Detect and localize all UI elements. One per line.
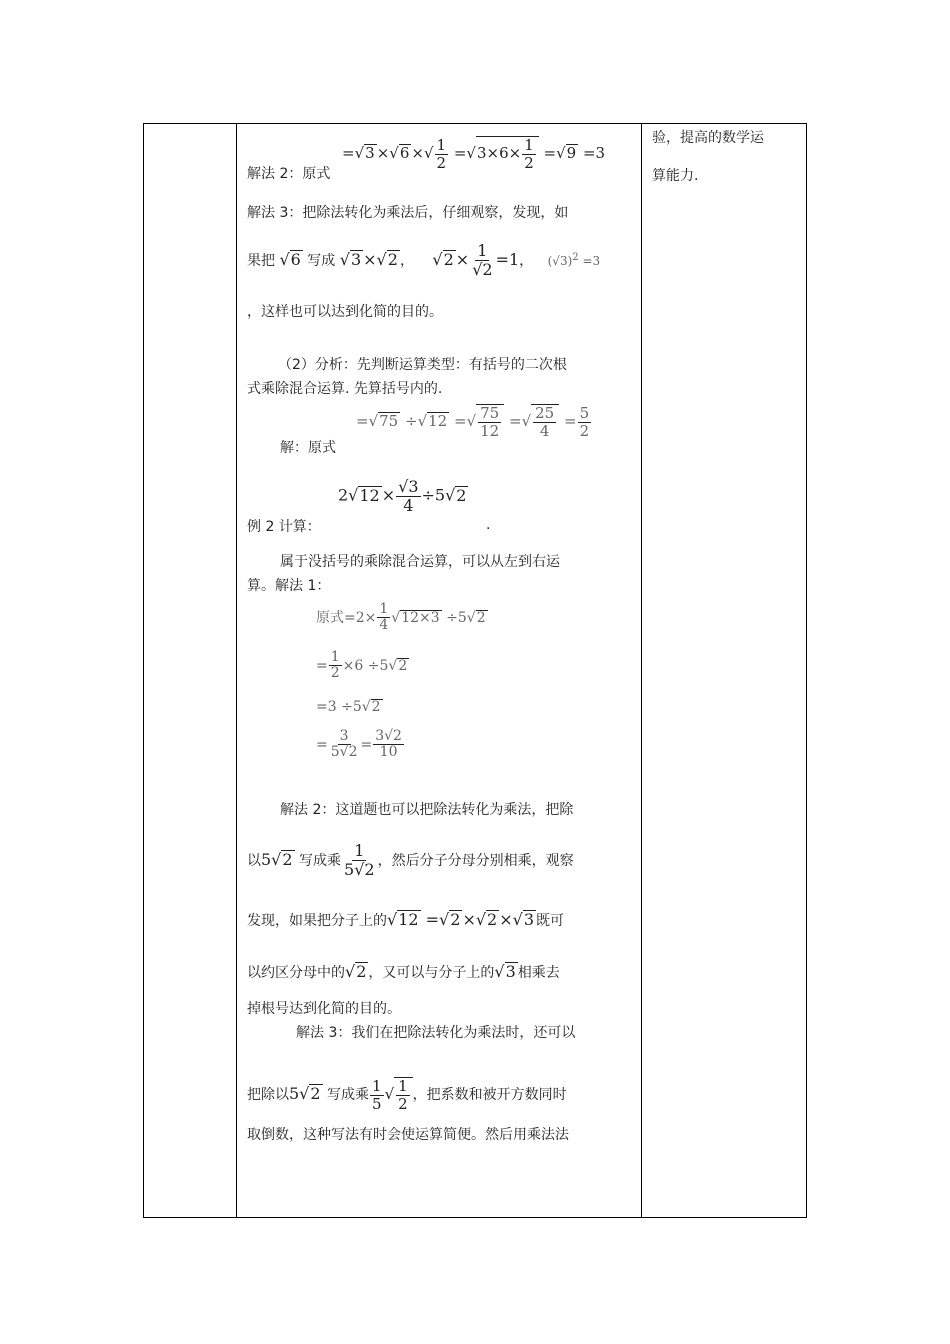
part-2-equation: =√75 ÷√12 =√ $\frac{75}{12}$ =√ $\frac{25}{4}$ = $\frac{5}{2}$ [356,404,590,440]
method-2-line-2: 以5√2 写成乘 $\frac{1}{5√2}$ ，然后分子分母分别相乘，观察 [247,841,574,879]
method-1-step-3: =3 ÷5√2 [316,699,381,715]
column-divider-1 [236,124,237,1217]
right-col-line-2: 算能力. [652,168,699,184]
method-2-line-5: 掉根号达到化简的目的。 [247,1001,401,1017]
solution-2-equation: =√3 ×√6 ×√ $\frac{1}{2}$ =√3×6× $\frac{1}{2}$ =√9 =3 [342,136,606,172]
solution-2-label: 解法 2：原式 [247,166,331,182]
lesson-table [143,123,807,1218]
example-2-period: . [486,517,491,533]
column-divider-2 [641,124,642,1217]
method-3-line-3: 取倒数，这种写法有时会使运算简便。然后用乘法法 [247,1127,569,1143]
method-1-line-2: 算。解法 1： [247,578,331,594]
method-1-step-1: 原式=2× $\frac{1}{4}$ √12×3 ÷5√2 [316,601,486,634]
solution-3-line-2: 果把 √6 写成 √3 ×√2 ， √2 × $\frac{1}{√2}$ =1， $(√3)^2 =3$ [247,241,601,279]
example-2-label: 例 2 计算： [247,519,321,535]
solution-3-line-1: 解法 3：把除法转化为乘法后，仔细观察，发现，如 [247,205,569,221]
part-2-label: 解：原式 [280,440,336,456]
method-1-step-4: = $\frac{3}{5√2}$ = $\frac{3√2}{10}$ [316,728,402,761]
method-2-line-4: 以约区分母中的√2 ，又可以与分子上的√3 相乘去 [247,962,560,981]
method-1-step-2: = $\frac{1}{2}$ ×6 ÷5√2 [316,649,408,682]
part-2-line-1: （2）分析：先判断运算类型：有括号的二次根 [278,357,567,373]
method-2-line-3: 发现，如果把分子上的√12 =√2 ×√2 ×√3 既可 [247,910,565,929]
method-1-line-1: 属于没括号的乘除混合运算，可以从左到右运 [280,554,560,570]
method-3-line-1: 解法 3：我们在把除法转化为乘法时，还可以 [296,1025,576,1041]
right-col-line-1: 验，提高的数学运 [652,130,764,146]
example-2-expression: 2√12 × $\frac{√3}{4}$ ÷5√2 [338,477,467,515]
method-3-line-2: 把除以5√2 写成乘 $\frac{1}{5}$ √ $\frac{1}{2}$ ，把系数和被开方数同时 [247,1077,567,1113]
method-2-line-1: 解法 2：这道题也可以把除法转化为乘法，把除 [280,802,574,818]
solution-3-line-3: ，这样也可以达到化简的目的。 [247,304,443,320]
part-2-line-2: 式乘除混合运算. 先算括号内的. [247,381,443,397]
